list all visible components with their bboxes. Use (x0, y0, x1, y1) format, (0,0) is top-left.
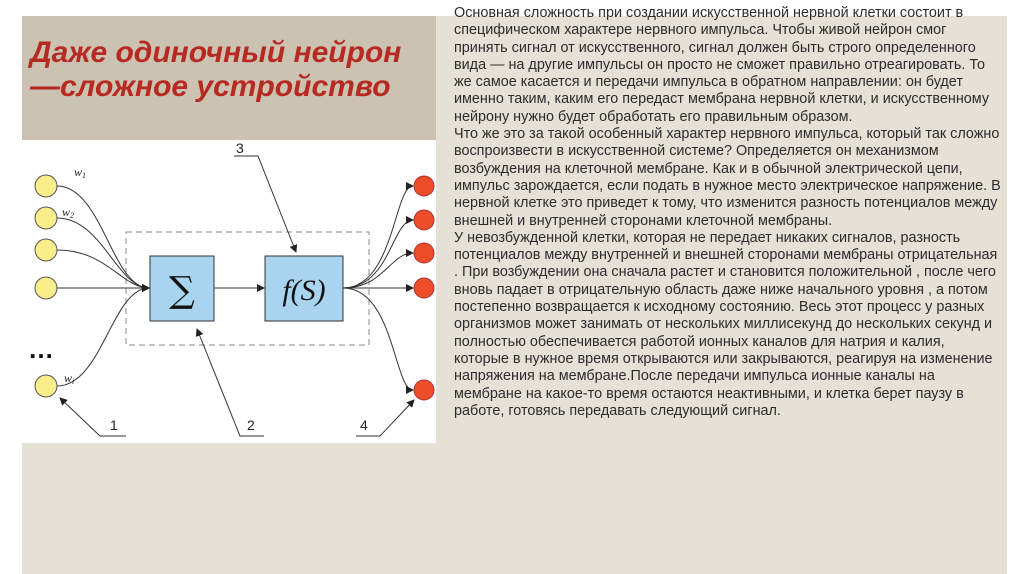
output-node (414, 210, 434, 230)
neuron-diagram (22, 140, 436, 443)
input-line (57, 186, 149, 288)
input-node (35, 375, 57, 397)
paragraph: У невозбужденной клетки, которая не передает никаких сигналов, разность потенциалов между внутренней и внешней сторонами мембраны отрицательная . При возбуждении она сначала растет и становится положительной , после чего вновь падает в отрицательную область даже ниже начального уровня , а потом постепенно возвращается к исходному состоянию. Весь этот процесс у разных организмов может занимать от нескольких миллисекунд до нескольких секунд и полностью обеспечивается работой ионных каналов для натрия и калия, которые в нужное время открываются или закрываются, реагируя на изменение напряжения на мембране.После передачи импульса ионные каналы на мембране на какое-то время остаются неактивными, и клетка берет паузу в работе, готовясь передавать следующий сигнал. (454, 229, 998, 419)
input-node (35, 277, 57, 299)
output-node (414, 380, 434, 400)
output-line (343, 186, 413, 288)
callout-label-1: 1 (110, 417, 118, 433)
paragraph: Что же это за такой особенный характер нервного импульса, который так сложно воспроизвести в искусственной системе? Определяется он механизмом возбуждения на клеточной мембране. Как и в обычной электрической цепи, импульс зарождается, если подать в нужное место электрическое напряжение. В нервной клетке это приведет к тому, что изменится разность потенциалов между внешней и внутренней сторонами клеточной мембраны. (454, 126, 1001, 229)
weight-label-w1: w1 (74, 165, 87, 180)
callout-label-3: 3 (236, 140, 244, 156)
summation-symbol: ∑ (169, 270, 195, 311)
paragraph: Основная сложность при создании искусственной нервной клетки состоит в специфическом характере нервного импульса. Чтобы живой нейрон смог принять сигнал от искусственного, сигнал должен быть строго определенного вида — на другие импульсы он просто не сможет правильно отреагировать. То же самое касается и передачи импульса в обратном направлении: он будет именно таким, каким его передаст мембрана нервной клетки, и искусственному нейрону нужно будет обработать его правильным образом. (454, 5, 990, 125)
callout-line-3 (234, 156, 296, 252)
title-panel (22, 16, 436, 140)
output-node (414, 176, 434, 196)
activation-function-label: f(S) (282, 274, 326, 307)
callout-label-2: 2 (247, 417, 255, 433)
slide-title: Даже одиночный нейрон —сложное устройство (30, 36, 402, 103)
input-node (35, 175, 57, 197)
ellipsis-label: … (28, 334, 54, 364)
callout-label-4: 4 (360, 417, 368, 433)
input-node (35, 239, 57, 261)
neuron-diagram-svg (22, 140, 436, 443)
output-line (343, 288, 413, 390)
weight-label-wi: wi (64, 371, 75, 386)
weight-label-w2: w2 (62, 205, 75, 220)
output-node (414, 243, 434, 263)
input-line (57, 218, 149, 288)
output-line (343, 253, 413, 288)
output-node (414, 278, 434, 298)
output-line (343, 220, 413, 288)
body-text (454, 5, 1002, 574)
input-node (35, 207, 57, 229)
